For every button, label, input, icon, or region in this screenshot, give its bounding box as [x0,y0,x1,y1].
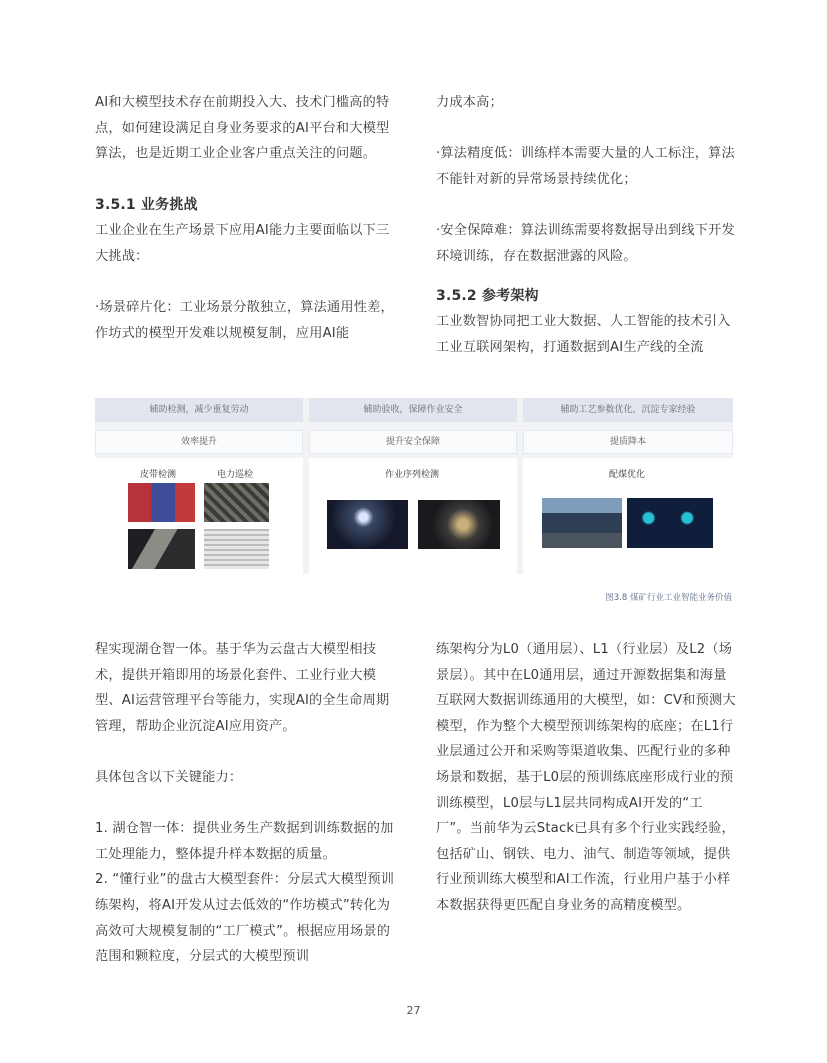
figure-benefit-quality: 提质降本 [523,430,733,454]
architecture-intro-paragraph: 工业数智协同把工业大数据、人工智能的技术引入工业互联网架构，打通数据到AI生产线的全流 [436,314,731,355]
challenge-security-paragraph: ·安全保障难：算法训练需要将数据导出到线下开发环境训练，存在数据泄露的风险。 [436,222,735,264]
key-capabilities-intro: 具体包含以下关键能力： [95,769,243,785]
plant-photo [542,498,622,548]
figure-header-detection: 辅助检测，减少重复劳动 [95,398,303,422]
figure-header-optimization: 辅助工艺参数优化，沉淀专家经验 [523,398,733,422]
challenge-accuracy-paragraph: ·算法精度低：训练样本需要大量的人工标注，算法不能针对新的异常场景持续优化； [436,146,735,187]
power-inspection-photo [204,483,269,522]
section-heading-reference-architecture: 3.5.2 参考架构 [436,288,539,305]
label-belt-detection: 皮带检测 [140,470,177,480]
tunnel-photo [204,529,269,569]
figure-benefit-safety: 提升安全保障 [309,430,517,454]
challenges-intro-paragraph: 工业企业在生产场景下应用AI能力主要面临以下三大挑战： [95,223,390,264]
label-coal-blending: 配煤优化 [609,470,646,480]
section-heading-business-challenges: 3.5.1 业务挑战 [95,197,198,214]
dashboard-photo [627,498,713,548]
right-column-upper [436,90,736,360]
capability-1-paragraph: 1. 湖仓智一体：提供业务生产数据到训练数据的加工处理能力，整体提升样本数据的质量。 [95,821,394,862]
right-column-lower [436,637,736,919]
page-number: 27 [406,1004,421,1017]
figure-panel-left [95,458,303,574]
label-power-inspection: 电力巡检 [217,470,254,480]
worker-photo-left [327,500,408,549]
lakehouse-paragraph: 程实现湖仓智一体。基于华为云盘古大模型相技术，提供开箱即用的场景化套件、工业行业大模型、AI运营管理平台等能力，实现AI的全生命周期管理，帮助企业沉淀AI应用资产。 [95,642,390,734]
figure-benefit-efficiency: 效率提升 [95,430,303,454]
figure-header-acceptance: 辅助验收，保障作业安全 [309,398,517,422]
capability-2-paragraph: 2. “懂行业”的盘古大模型套件：分层式大模型预训练架构，将AI开发从过去低效的“作坊模式”转化为高效可大规模复制的“工厂模式”。根据应用场景的范围和颗粒度，分层式的大模型预训 [95,872,395,965]
challenge-fragmentation-paragraph: ·场景碎片化：工业场景分散独立，算法通用性差，作坊式的模型开发难以规模复制，应用AI能 [95,300,394,341]
pretraining-architecture-paragraph: 练架构分为L0（通用层）、L1（行业层）及L2（场景层）。其中在L0通用层，通过开源数据集和海量互联网大数据训练通用的大模型，如：CV和预测大模型，作为整个大模型预训练架构的底座；在L1行业层通过公开和采购等渠道收集、匹配行业的多种场景和数据，基于L0层的预训练底座形成行业的预训练模型，L0层与L1层共同构成AI开发的“工厂”。当前华为云Stack已具有多个行业实践经验，包括矿山、钢铁、电力、油气、制造等领域，提供行业预训练大模型和AI工作流，行业用户基于小样本数据获得更匹配自身业务的高精度模型。 [436,642,736,913]
worker-photo-right [418,500,500,549]
intro-paragraph: AI和大模型技术存在前期投入大、技术门槛高的特点，如何建设满足自身业务要求的AI平台和大模型算法，也是近期工业企业客户重点关注的问题。 [95,95,390,162]
cost-continuation-paragraph: 力成本高； [436,95,503,110]
belt-detection-photo [128,483,195,522]
left-column-lower [95,637,395,970]
label-operation-sequence: 作业序列检测 [385,470,440,480]
conveyor-photo [128,529,195,569]
left-column-upper [95,90,395,346]
figure-caption: 图3.8 煤矿行业工业智能业务价值 [605,593,732,603]
